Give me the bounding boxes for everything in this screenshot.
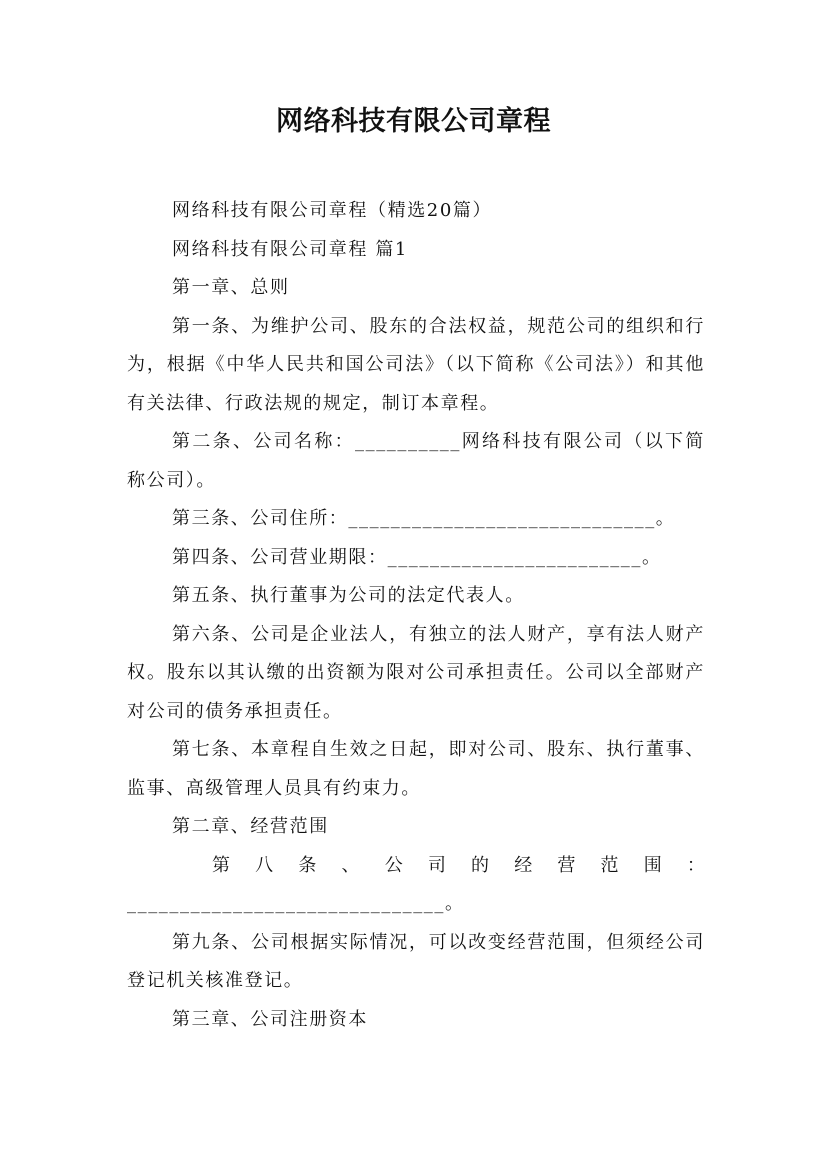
- article-eight-char: 八: [255, 854, 274, 876]
- article-eight-char: 第: [212, 854, 230, 876]
- article-eight-char: 司: [427, 854, 446, 876]
- article-eight-char: 围: [643, 854, 662, 876]
- article-eight-char: 公: [384, 854, 403, 876]
- article-five: 第五条、执行董事为公司的法定代表人。: [172, 585, 525, 606]
- article-four: 第四条、公司营业期限：________________________。: [172, 546, 662, 568]
- chapter-two-heading: 第二章、经营范围: [172, 816, 329, 837]
- article-eight-char: 条: [298, 854, 317, 876]
- paragraph-subtitle: 网络科技有限公司章程（精选20篇）: [172, 200, 493, 221]
- chapter-one-heading: 第一章、总则: [172, 277, 290, 298]
- chapter-three-heading: 第三章、公司注册资本: [172, 1008, 368, 1030]
- article-eight-char: 范: [600, 854, 619, 876]
- article-eight-line: [127, 847, 705, 886]
- article-eight-char: 的: [471, 854, 490, 876]
- document-body: [127, 192, 705, 1039]
- article-nine: 第九条、公司根据实际情况，可以改变经营范围，但须经公司登记机关核准登记。: [127, 931, 705, 991]
- article-eight-char: 、: [341, 854, 360, 876]
- article-six: 第六条、公司是企业法人，有独立的法人财产，享有法人财产权。股东以其认缴的出资额为限对公司承担责任。公司以全部财产对公司的债务承担责任。: [127, 623, 705, 722]
- article-two: 第二条、公司名称：__________网络科技有限公司（以下简称公司）。: [127, 431, 705, 491]
- article-three: 第三条、公司住所：_____________________________。: [172, 508, 676, 529]
- article-eight-char: 经: [514, 854, 533, 876]
- paragraph-article-heading: 网络科技有限公司章程 篇1: [172, 238, 408, 260]
- article-eight-char: 营: [557, 854, 576, 876]
- article-eight-char: ：: [686, 854, 705, 876]
- article-one: 第一条、为维护公司、股东的合法权益，规范公司的组织和行为，根据《中华人民共和国公司法》（以下简称《公司法》）和其他有关法律、行政法规的规定，制订本章程。: [127, 315, 705, 414]
- document-title: 网络科技有限公司章程: [276, 106, 551, 137]
- article-seven: 第七条、本章程自生效之日起，即对公司、股东、执行董事、监事、高级管理人员具有约束力。: [127, 739, 705, 799]
- article-eight-blank: ______________________________。: [127, 893, 465, 914]
